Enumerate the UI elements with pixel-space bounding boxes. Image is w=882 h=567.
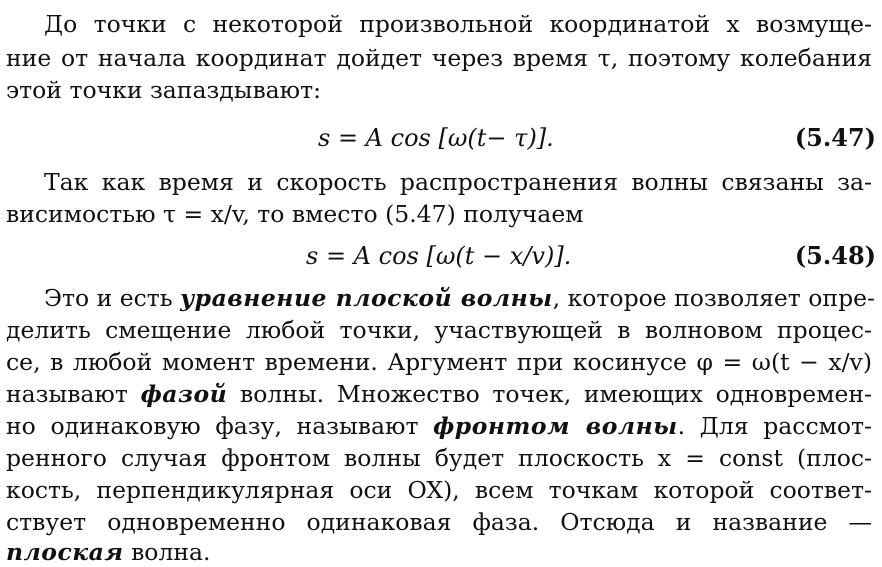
paragraph-1-line-3: этой точки запаздывают: [6, 76, 322, 104]
paragraph-3-line-3: се, в любой момент времени. Аргумент при косинусе φ = ω(t − x/v) [6, 348, 872, 376]
paragraph-3-line-9-end: волна. [123, 538, 211, 566]
equation-number-5-47: (5.47) [794, 123, 876, 152]
term-wave-front: фронтом волны [433, 412, 678, 440]
paragraph-3-line-4-start: называют [6, 380, 141, 408]
paragraph-3-line-1 [6, 284, 875, 312]
paragraph-3-line-5-end: . Для рассмот- [677, 412, 872, 440]
term-plane: плоская [6, 538, 124, 566]
paragraph-3-line-4 [6, 380, 872, 408]
equation-5-47: s = A cos [ω(t− τ)]. [318, 124, 554, 152]
paragraph-3-line-4-end: волны. Множество точек, имеющих одновремен- [227, 380, 873, 408]
paragraph-1-line-1: До точки с некоторой произвольной координатой x возмуще- [44, 10, 872, 38]
paragraph-3-line-9 [6, 538, 872, 566]
paragraph-3-line-7: кость, перпендикулярная оси OX), всем точкам которой соответ- [6, 476, 872, 504]
paragraph-3-line-8: ствует одновременно одинаковая фаза. Отсюда и название — [6, 508, 872, 536]
equation-5-48: s = A cos [ω(t − x/v)]. [306, 242, 572, 270]
paragraph-3-line-6: ренного случая фронтом волны будет плоскость x = const (плос- [6, 444, 872, 472]
term-plane-wave-equation: уравнение плоской волны [180, 284, 553, 312]
paragraph-3-line-1-start: Это и есть [44, 284, 181, 312]
paragraph-3-line-5-start: но одинаковую фазу, называют [6, 412, 434, 440]
paragraph-3-line-5 [6, 412, 872, 440]
paragraph-2-line-2: висимостью τ = x/v, то вместо (5.47) получаем [6, 200, 584, 228]
paragraph-3-line-2: делить смещение любой точки, участвующей в волновом процес- [6, 316, 872, 344]
paragraph-3-line-1-end: , которое позволяет опре- [552, 284, 875, 312]
term-phase: фазой [140, 380, 228, 408]
paragraph-2-line-1: Так как время и скорость распространения волны связаны за- [44, 168, 872, 196]
paragraph-1-line-2: ние от начала координат дойдет через время τ, поэтому колебания [6, 44, 872, 72]
equation-number-5-48: (5.48) [794, 241, 876, 270]
